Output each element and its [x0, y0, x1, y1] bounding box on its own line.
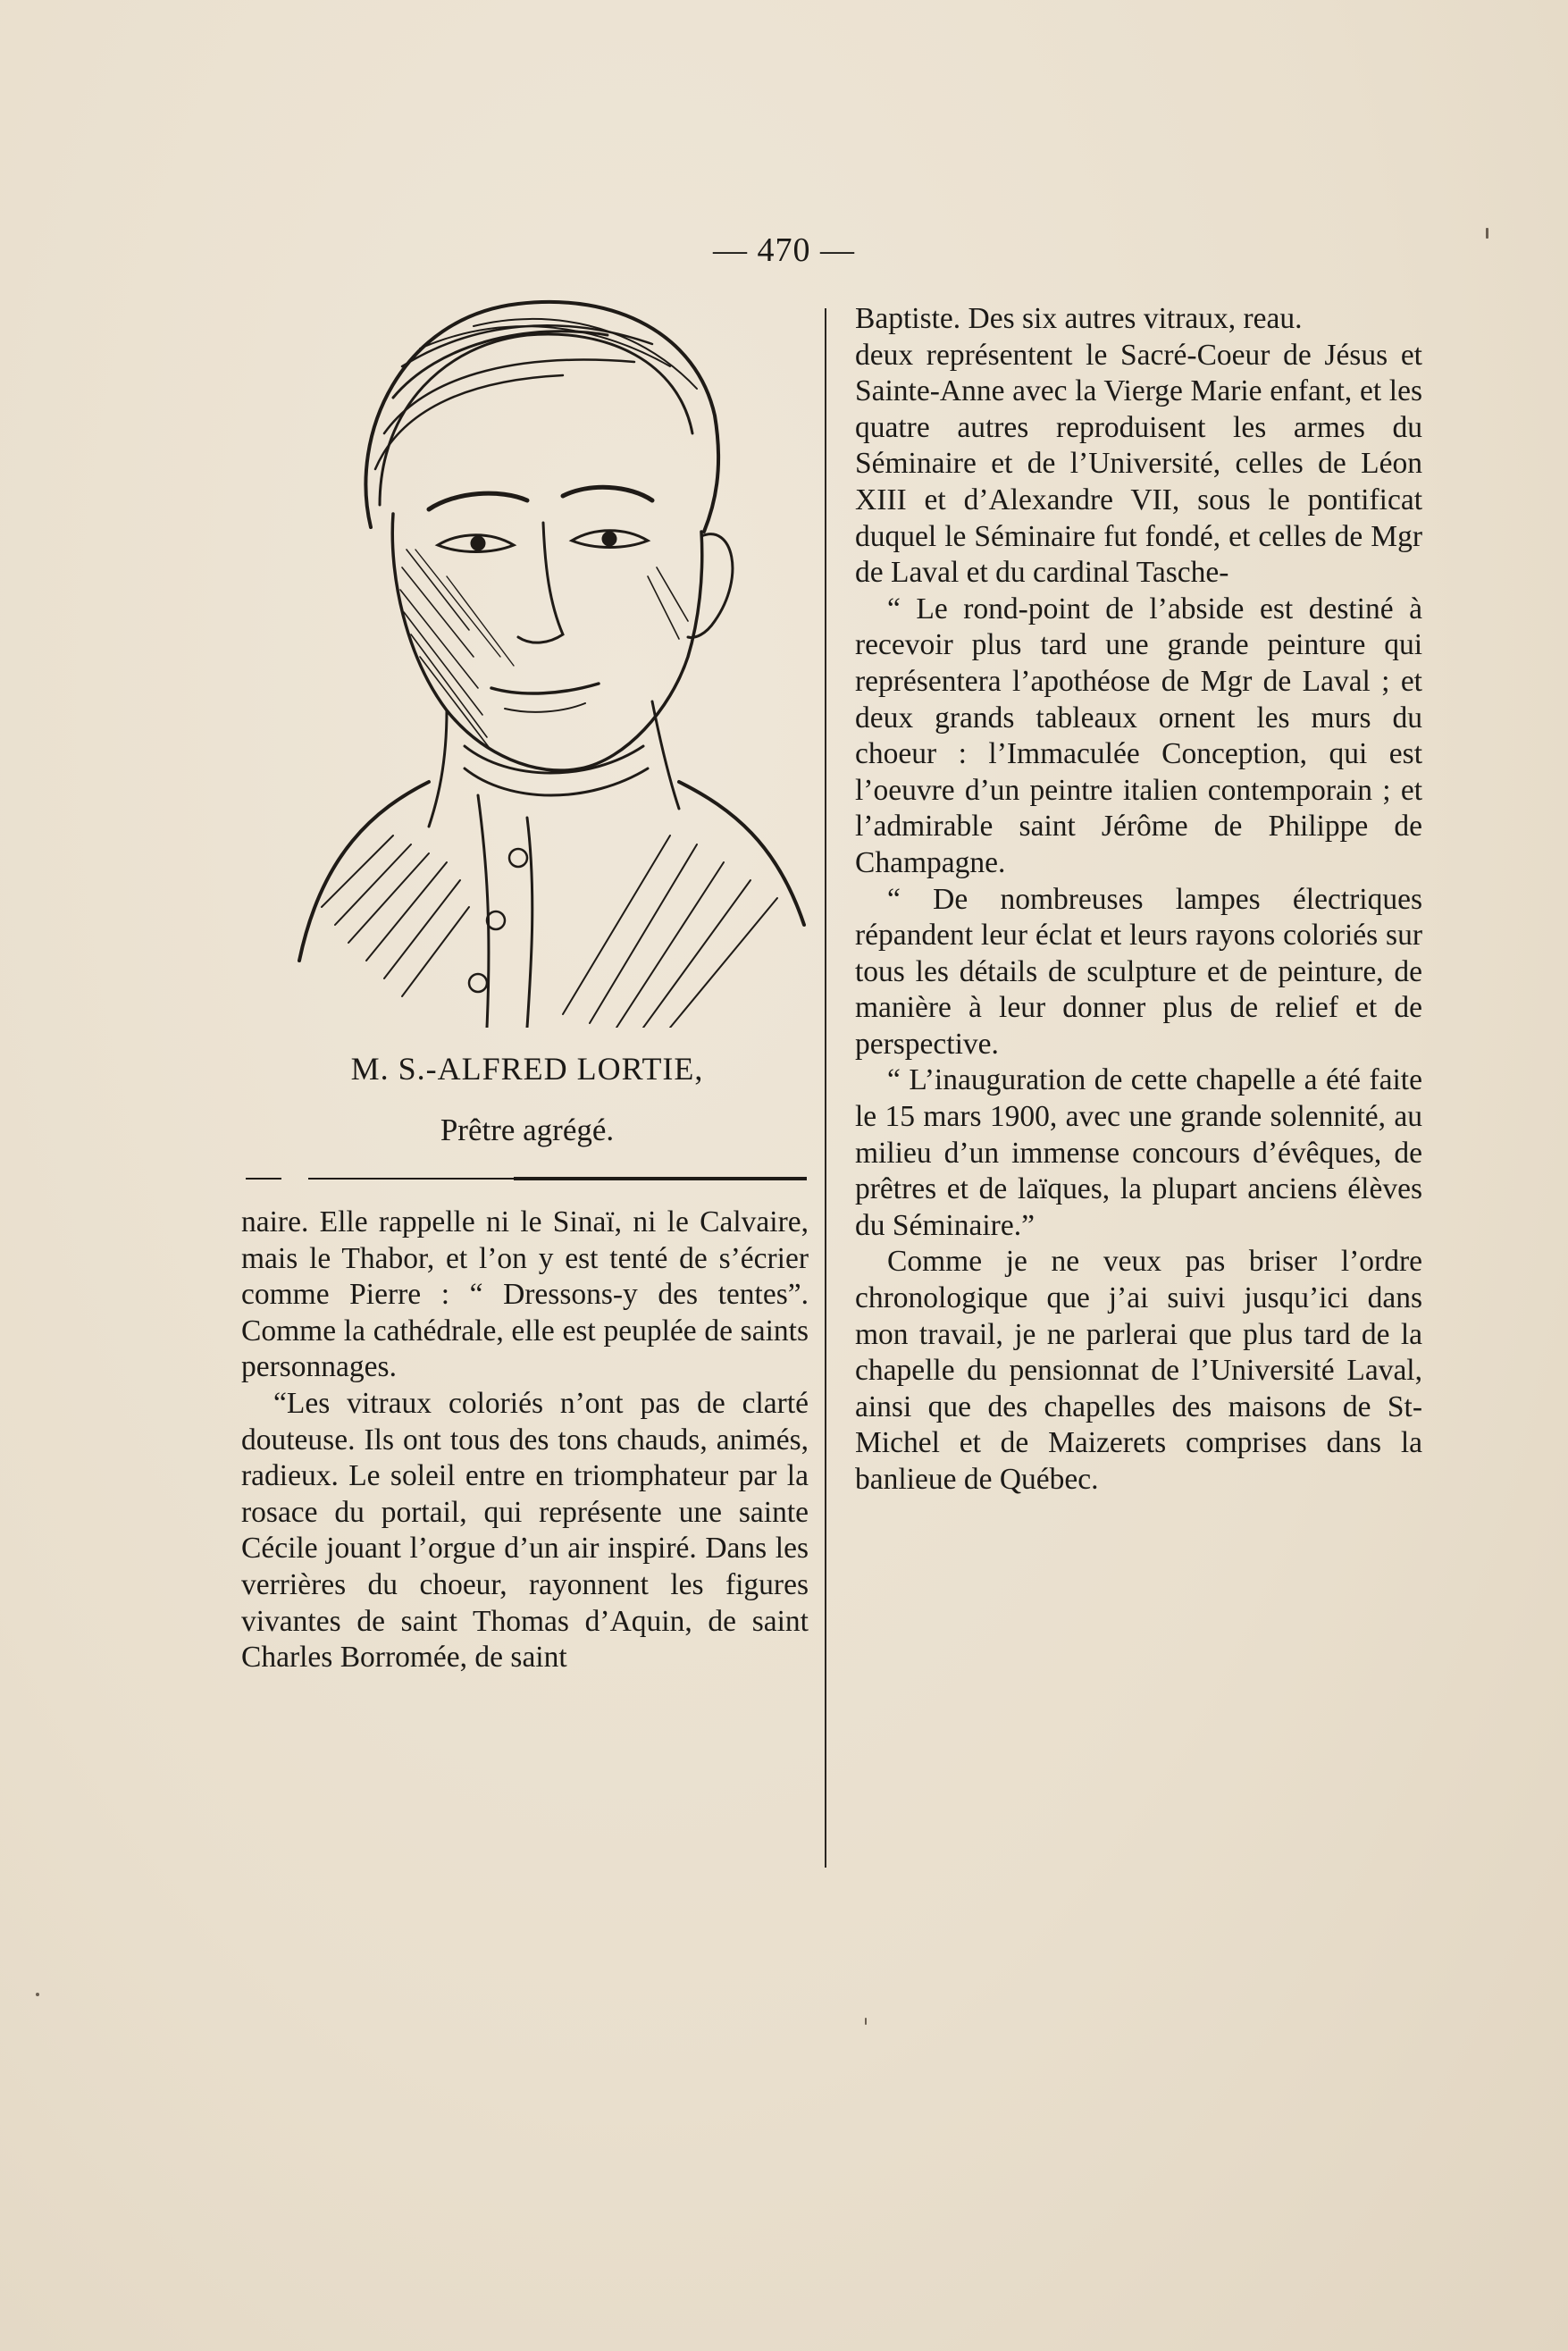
left-paragraph: naire. Elle rappelle ni le Sinaï, ni le Calvaire, mais le Thabor, et l’on y est tenté de s’écrier comme Pierre : “ Dressons-y des tentes”. Comme la cathédrale, elle est peuplée de saints personnages. [241, 1205, 809, 1384]
page-number: — 470 — [713, 231, 855, 269]
right-paragraph: Comme je ne veux pas briser l’ordre chronologique que j’ai suivi jusqu’ici dans mon travail, je ne parlerai que plus tard de la chapelle du pensionnat de l’Université Laval, ainsi que des chapelles des maisons de St-Michel et de Maizerets comprises dans la banlieue de Québec. [855, 1245, 1422, 1496]
right-paragraph: deux représentent le Sacré-Coeur de Jésus et Sainte-Anne avec la Vierge Marie enfant, et les quatre autres reproduisent les armes du Séminaire et de l’Université, celles de Léon XIII et d’Alexandre VII, sous le pontificat duquel le Séminaire fut fondé, et celles de Mgr de Laval et du cardinal Tasche- [855, 338, 1422, 590]
scan-speck [1486, 228, 1488, 239]
right-paragraph: “ Le rond-point de l’abside est destiné à recevoir plus tard une grande peinture qui représentera l’apothéose de Mgr de Laval ; et deux grands tableaux ornent les murs du choeur : l’Immaculée Conception, qui est l’oeuvre d’un peintre italien contemporain ; et l’admirable saint Jérôme de Philippe de Champagne. [855, 592, 1422, 879]
right-paragraph: “ De nombreuses lampes électriques répandent leur éclat et leurs rayons coloriés sur tous les détails de sculpture et de peinture, de manière à leur donner plus de relief et de perspective. [855, 882, 1422, 1061]
scan-speck [865, 2018, 867, 2025]
portrait-caption-name: M. S.-ALFRED LORTIE, [350, 1051, 704, 1087]
portrait-engraving [295, 281, 813, 1028]
right-paragraph: Baptiste. Des six autres vitraux, reau. [855, 302, 1303, 335]
left-column-text [241, 1205, 809, 1676]
column-divider [825, 308, 826, 1868]
portrait-caption-title: Prêtre agrégé. [440, 1113, 615, 1147]
scan-speck [36, 1993, 39, 1996]
right-paragraph: “ L’inauguration de cette chapelle a été faite le 15 mars 1900, avec une grande solennité, au milieu d’un immense concours d’évêques, de prêtres et de laïques, la plupart anciens élèves du Séminaire.” [855, 1063, 1422, 1242]
right-column-text [855, 301, 1422, 1499]
section-rule [246, 1173, 807, 1184]
left-paragraph: “Les vitraux coloriés n’ont pas de clarté douteuse. Ils ont tous des tons chauds, animés, radieux. Le soleil entre en triomphateur par la rosace du portail, qui représente une sainte Cécile jouant l’orgue d’un air inspiré. Dans les verrières du choeur, rayonnent les figures vivantes de saint Thomas d’Aquin, de saint Charles Borromée, de saint [241, 1386, 809, 1675]
